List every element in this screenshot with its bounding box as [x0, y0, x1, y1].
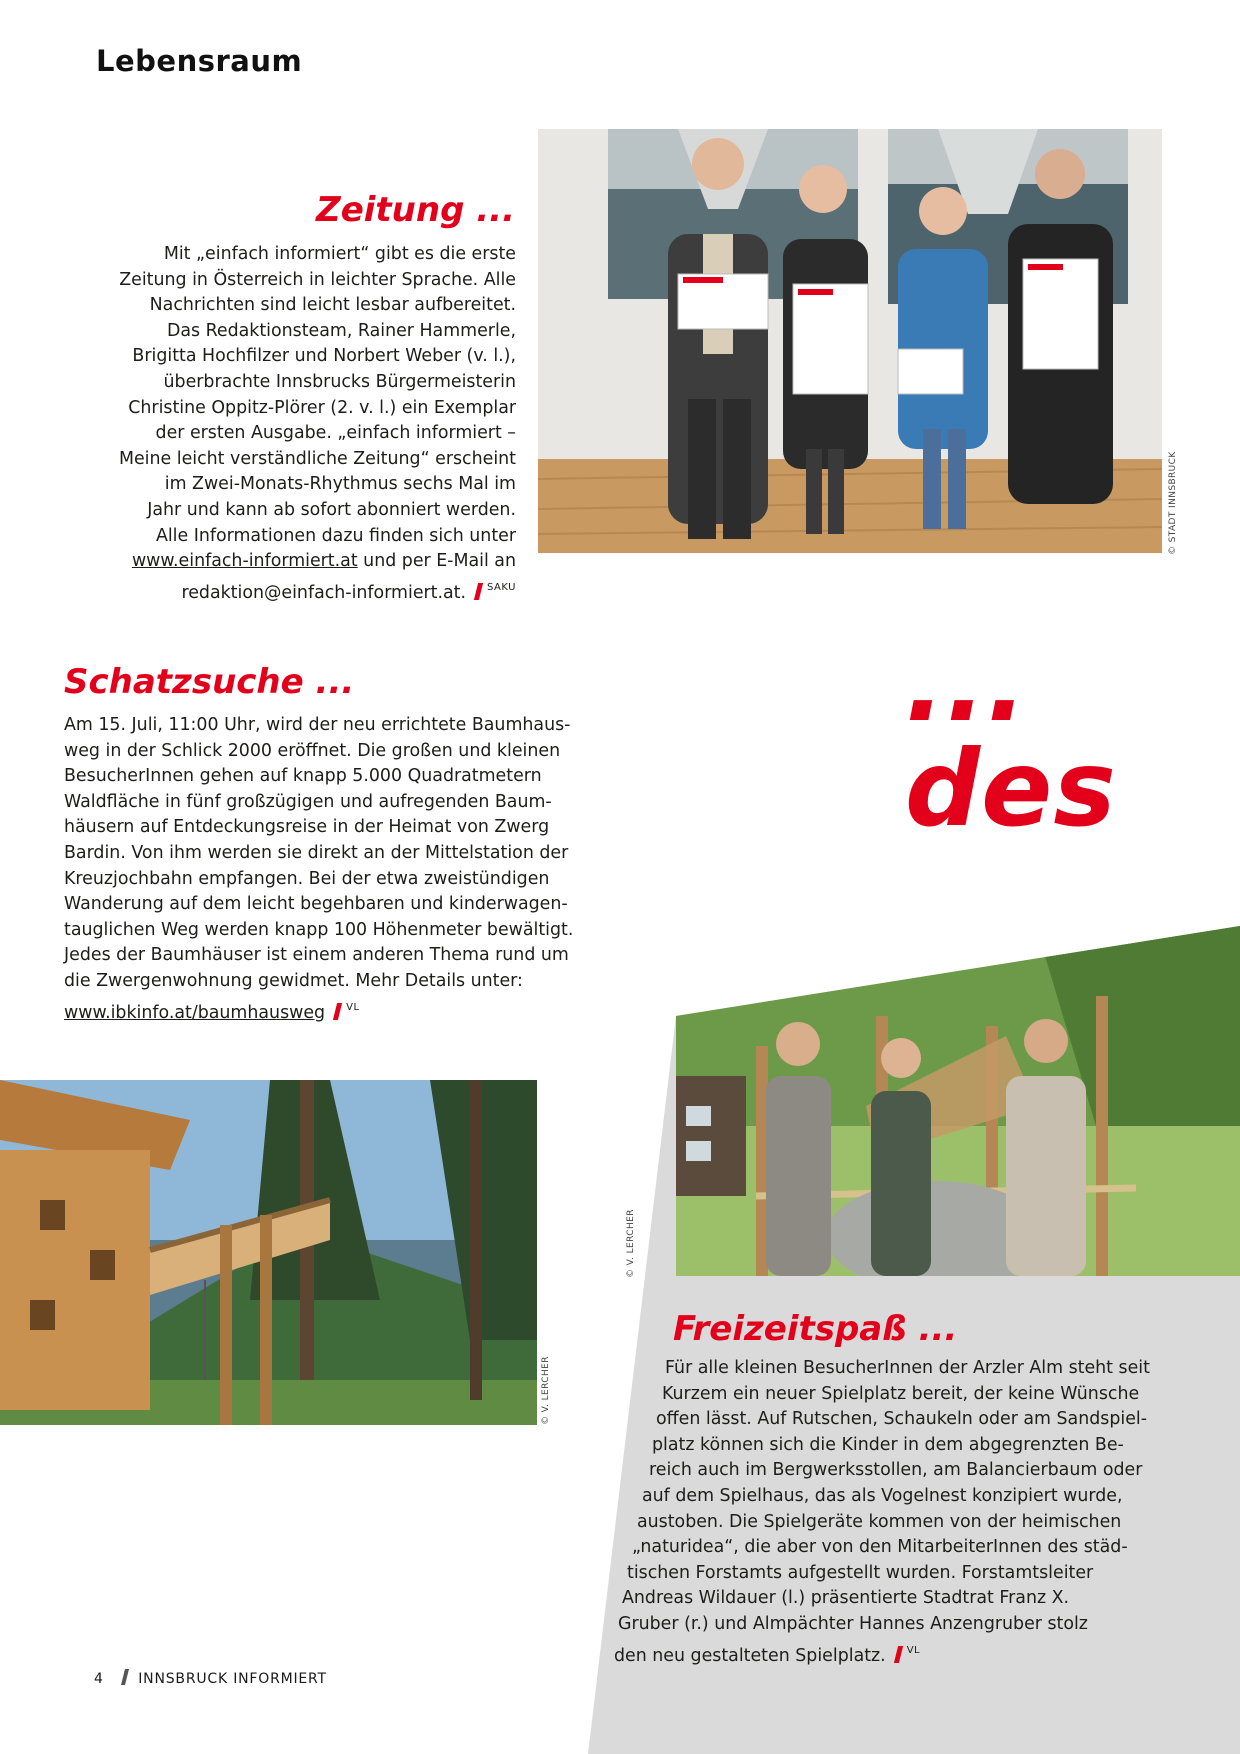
red-slash-icon	[894, 1646, 903, 1663]
text-line: Christine Oppitz-Plörer (2. v. l.) ein Exemplar	[128, 397, 516, 418]
text-line: Wanderung auf dem leicht begehbaren und kinderwagen-	[64, 894, 568, 915]
text-line: häusern auf Entdeckungsreise in der Heimat von Zwerg	[64, 817, 550, 838]
text-line: weg in der Schlick 2000 eröffnet. Die großen und kleinen	[64, 740, 561, 761]
text-line: Am 15. Juli, 11:00 Uhr, wird der neu errichtete Baumhaus-	[64, 715, 571, 735]
text-line: Jedes der Baumhäuser ist einem anderen Thema rund um	[64, 945, 569, 966]
section-title: Lebensraum	[96, 44, 303, 78]
text-line: Mit „einfach informiert“ gibt es die erste	[163, 244, 516, 264]
publication-name: INNSBRUCK INFORMIERT	[138, 1671, 327, 1687]
text-line: Gruber (r.) und Almpächter Hannes Anzengruber stolz	[618, 1613, 1088, 1634]
text-line: im Zwei-Monats-Rhythmus sechs Mal im	[164, 474, 516, 495]
freizeit-headline: Freizeitspaß ...	[673, 1309, 958, 1349]
author-initials: VL	[906, 1644, 921, 1656]
text-line: „naturidea“, die aber von den MitarbeiterInnen des städ-	[632, 1537, 1128, 1558]
page-number: 4	[94, 1671, 104, 1687]
red-slash-icon	[333, 1003, 342, 1020]
schatzsuche-headline: Schatzsuche ...	[64, 662, 355, 702]
text-line: Alle Informationen dazu finden sich unter	[155, 525, 516, 546]
zeitung-body	[119, 242, 516, 606]
zeitung-photo	[538, 129, 1162, 553]
text-line: Bardin. Von ihm werden sie direkt an der Mittelstation der	[64, 842, 569, 863]
text-line: tauglichen Weg werden knapp 100 Höhenmeter bewältigt.	[64, 919, 574, 940]
text-line: Brigitta Hochfilzer und Norbert Weber (v. l.),	[132, 346, 516, 367]
red-slash-icon	[474, 583, 483, 600]
text-line: Nachrichten sind leicht lesbar aufbereitet.	[149, 295, 516, 316]
text-line: Für alle kleinen BesucherInnen der Arzler Alm steht seit	[665, 1358, 1150, 1378]
text-line: Zeitung in Österreich in leichter Sprache. Alle	[119, 269, 516, 290]
text-line: Das Redaktionsteam, Rainer Hammerle,	[166, 320, 516, 341]
zeitung-website-link[interactable]: www.einfach-informiert.at	[131, 551, 358, 572]
author-initials: VL	[346, 1001, 360, 1013]
text-line	[119, 549, 516, 575]
text-line	[64, 995, 573, 1027]
text-line	[119, 575, 516, 607]
schatzsuche-body	[64, 713, 573, 1026]
text-line: Waldfläche in fünf großzügigen und aufregenden Baum-	[64, 791, 552, 812]
text-line: austoben. Die Spielgeräte kommen von der heimischen	[637, 1511, 1122, 1532]
zeitung-photo-graphic	[538, 129, 1162, 553]
freizeit-body	[0, 1356, 1240, 1669]
text-fragment: den neu gestalteten Spielplatz.	[614, 1645, 886, 1666]
baumhausweg-link[interactable]: www.ibkinfo.at/baumhausweg	[64, 1002, 326, 1023]
text-line: reich auch im Bergwerksstollen, am Balancierbaum oder	[649, 1460, 1143, 1481]
page-footer	[94, 1669, 327, 1687]
text-line: platz können sich die Kinder in dem abgegrenzten Be-	[652, 1434, 1124, 1455]
big-heading: ... des	[905, 623, 1117, 850]
text-line: offen lässt. Auf Rutschen, Schaukeln oder am Sandspiel-	[656, 1409, 1147, 1430]
zeitung-email: redaktion@einfach-informiert.at.	[181, 582, 467, 603]
text-line: Jahr und kann ab sofort abonniert werden.	[147, 499, 516, 520]
playground-photo-credit: © V. LERCHER	[626, 1209, 636, 1278]
text-line: Meine leicht verständliche Zeitung“ erscheint	[118, 448, 516, 469]
footer-slash-icon	[121, 1669, 129, 1685]
text-line: Kurzem ein neuer Spielplatz bereit, der keine Wünsche	[662, 1383, 1140, 1404]
zeitung-headline: Zeitung ...	[316, 190, 515, 230]
text-line: die Zwergenwohnung gewidmet. Mehr Details unter:	[64, 970, 523, 991]
text-line: auf dem Spielhaus, das als Vogelnest konzipiert wurde,	[642, 1485, 1123, 1506]
author-initials: SAKU	[487, 581, 516, 593]
text-line: überbrachte Innsbrucks Bürgermeisterin	[163, 371, 516, 392]
text-line	[614, 1638, 1240, 1670]
zeitung-photo-credit: © STADT INNSBRUCK	[1168, 451, 1178, 555]
text-line: tischen Forstamts aufgestellt wurden. Forstamtsleiter	[627, 1562, 1094, 1583]
text-line: Andreas Wildauer (l.) präsentierte Stadtrat Franz X.	[622, 1588, 1070, 1609]
text-line: Kreuzjochbahn empfangen. Bei der etwa zweistündigen	[64, 868, 550, 889]
text-line: BesucherInnen gehen auf knapp 5.000 Quadratmetern	[64, 766, 542, 787]
treehouse-photo-credit: © V. LERCHER	[541, 1356, 551, 1425]
text-fragment: und per E-Mail an	[357, 551, 516, 572]
text-line: der ersten Ausgabe. „einfach informiert –	[155, 423, 516, 444]
